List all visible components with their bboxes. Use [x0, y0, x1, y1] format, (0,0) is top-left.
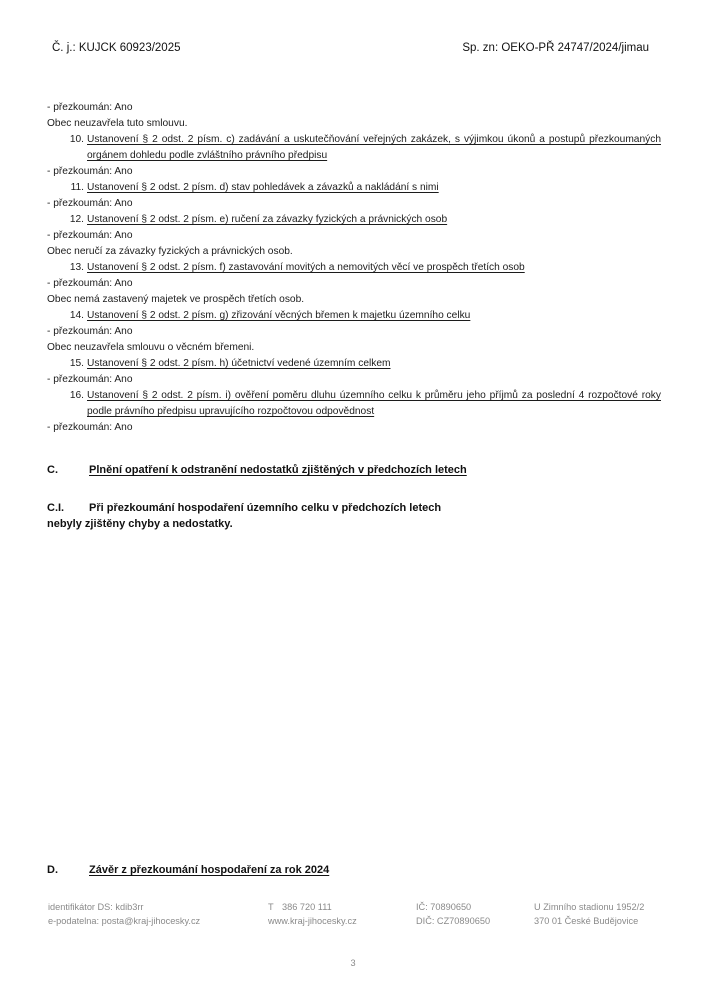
section-d-heading: [47, 864, 329, 876]
section-letter: C.: [47, 464, 58, 476]
review-status: - přezkoumán: Ano: [47, 166, 133, 177]
item-title: Ustanovení § 2 odst. 2 písm. c) zadávání a uskutečňování veřejných zakázek, s výjimkou úkonů a postupů přezkoumaných orgánem dohledu podle zvláštního právního předpisu: [87, 134, 661, 161]
phone-label: T: [268, 902, 274, 912]
review-item-16: [47, 388, 661, 420]
footer-address: [534, 900, 644, 928]
dic: DIČ: CZ70890650: [416, 916, 491, 926]
review-status: - přezkoumán: Ano: [47, 326, 133, 337]
section-title: Závěr z přezkoumání hospodaření za rok 2024: [89, 864, 330, 876]
review-item-13: [47, 260, 661, 276]
review-status: - přezkoumán: Ano: [47, 422, 133, 433]
item-title: Ustanovení § 2 odst. 2 písm. i) ověření poměru dluhu územního celku k průměru jeho příjmů za poslední 4 rozpočtové roky podle právního předpisu upravujícího rozpočtovou odpovědnost: [87, 390, 661, 417]
phone-number: 386 720 111: [282, 902, 332, 912]
item-title: Ustanovení § 2 odst. 2 písm. h) účetnictví vedené územním celkem: [87, 358, 391, 369]
item-number: 16.: [69, 390, 84, 401]
page-number: 3: [350, 958, 356, 968]
review-note: Obec nemá zastavený majetek ve prospěch třetích osob.: [47, 294, 305, 305]
item-number: 15.: [69, 358, 84, 369]
review-item-11: [47, 180, 661, 196]
section-title: Plnění opatření k odstranění nedostatků zjištěných v předchozích letech: [89, 464, 467, 476]
data-box-id: identifikátor DS: kdib3rr: [48, 902, 144, 912]
review-item-15: [47, 356, 661, 372]
item-number: 10.: [69, 134, 84, 145]
section-ci-text-cont: nebyly zjištěny chyby a nedostatky.: [47, 518, 233, 530]
ico: IČ: 70890650: [416, 902, 472, 912]
item-number: 13.: [69, 262, 84, 273]
section-letter: D.: [47, 864, 58, 876]
review-note: Obec neuzavřela tuto smlouvu.: [47, 118, 188, 129]
footer-ids: [416, 900, 490, 928]
section-ci: [47, 500, 441, 532]
address-street: U Zimního stadionu 1952/2: [534, 902, 645, 912]
item-title: Ustanovení § 2 odst. 2 písm. e) ručení za závazky fyzických a právnických osob: [87, 214, 448, 225]
review-item-12: [47, 212, 661, 228]
item-number: 12.: [69, 214, 84, 225]
review-note: Obec neuzavřela smlouvu o věcném břemeni.: [47, 342, 255, 353]
section-c-heading: [47, 464, 467, 476]
review-status: - přezkoumán: Ano: [47, 230, 133, 241]
review-status: - přezkoumán: Ano: [47, 278, 133, 289]
review-status: - přezkoumán: Ano: [47, 374, 133, 385]
review-status: - přezkoumán: Ano: [47, 102, 133, 113]
review-status: - přezkoumán: Ano: [47, 198, 133, 209]
review-item-10: [47, 132, 661, 164]
item-title: Ustanovení § 2 odst. 2 písm. f) zastavování movitých a nemovitých věcí ve prospěch třetích osob: [87, 262, 525, 273]
footer-contact-ds: [48, 900, 200, 928]
item-title: Ustanovení § 2 odst. 2 písm. d) stav pohledávek a závazků a nakládání s nimi: [87, 182, 439, 193]
section-ci-text: Při přezkoumání hospodaření územního celku v předchozích letech: [89, 502, 442, 514]
item-number: 14.: [69, 310, 84, 321]
section-letter: C.I.: [47, 502, 65, 514]
item-title: Ustanovení § 2 odst. 2 písm. g) zřizování věcných břemen k majetku územního celku: [87, 310, 471, 321]
reference-number: Č. j.: KUJCK 60923/2025: [52, 42, 181, 54]
review-item-14: [47, 308, 661, 324]
review-note: Obec neručí za závazky fyzických a právnických osob.: [47, 246, 293, 257]
website-link[interactable]: www.kraj-jihocesky.cz: [268, 916, 357, 926]
item-number: 11.: [70, 182, 84, 193]
address-city: 370 01 České Budějovice: [534, 916, 639, 926]
review-items: [47, 100, 661, 436]
e-filing-address[interactable]: e-podatelna: posta@kraj-jihocesky.cz: [48, 916, 201, 926]
footer-contact-phone: [268, 900, 357, 928]
file-mark: Sp. zn: OEKO-PŘ 24747/2024/jimau: [462, 42, 649, 54]
